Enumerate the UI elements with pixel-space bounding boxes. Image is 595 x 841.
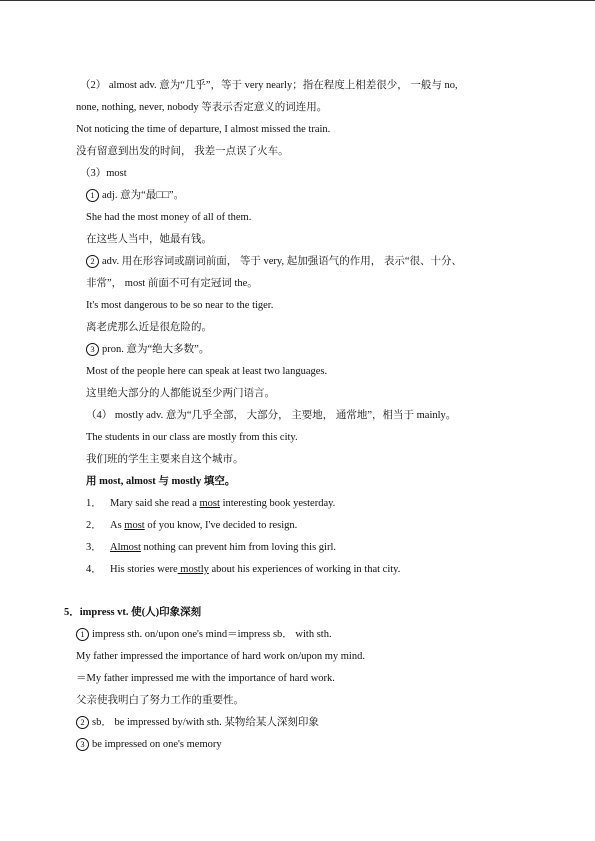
exercise-item <box>86 519 297 533</box>
almost-definition-line1: （2） almost adv. 意为“几乎”，等于 very nearly；指在程度上相差很少， 一般与 no, <box>80 80 458 91</box>
exercise-title: 用 most, almost 与 mostly 填空。 <box>86 476 236 487</box>
impress-example-en-1: My father impressed the importance of hard work on/upon my mind. <box>76 651 365 662</box>
impress-example-en-2: ＝My father impressed me with the importance of hard work. <box>76 673 335 684</box>
most-pron-example-en: Most of the people here can speak at least two languages. <box>86 366 328 377</box>
most-adv-example-en: It's most dangerous to be so near to the tiger. <box>86 300 274 311</box>
impress-item-2 <box>76 716 319 730</box>
exercise-text-before: As <box>110 520 125 531</box>
circled-number-1: 1 <box>86 189 99 202</box>
most-adv-example-zh: 离老虎那么近是很危险的。 <box>86 322 212 333</box>
exercise-answer: most <box>199 498 220 509</box>
circled-number-3: 3 <box>76 738 89 751</box>
mostly-example-en: The students in our class are mostly from this city. <box>86 432 298 443</box>
exercise-number: 1． <box>86 498 102 509</box>
circled-number-2: 2 <box>76 716 89 729</box>
most-item-adv <box>86 255 462 269</box>
circled-number-3: 3 <box>86 343 99 356</box>
exercise-number: 2． <box>86 520 102 531</box>
exercise-answer: Almost <box>110 542 141 553</box>
exercise-text-after: of you know, I've decided to resign. <box>144 520 298 531</box>
exercise-text-after: about his experiences of working in that city. <box>208 564 401 575</box>
exercise-text-before: Mary said she read a <box>110 498 200 509</box>
exercise-answer: most <box>124 520 145 531</box>
impress-item-1 <box>76 628 332 642</box>
almost-definition-line2: none, nothing, never, nobody 等表示否定意义的词连用。 <box>76 102 328 113</box>
exercise-item <box>86 563 400 577</box>
exercise-text-after: nothing can prevent him from loving this girl. <box>140 542 337 553</box>
almost-example-zh: 没有留意到出发的时间， 我差一点误了火车。 <box>76 146 289 157</box>
circled-number-2: 2 <box>86 255 99 268</box>
exercise-text-after: interesting book yesterday. <box>219 498 336 509</box>
exercise-item <box>86 541 336 555</box>
exercise-number: 4． <box>86 564 102 575</box>
mostly-example-zh: 我们班的学生主要来自这个城市。 <box>86 454 244 465</box>
most-adv-text-line1: adv. 用在形容词或副词前面， 等于 very, 起加强语气的作用， 表示“很、十分、 <box>102 256 462 267</box>
exercise-answer: mostly <box>177 564 209 575</box>
almost-example-en: Not noticing the time of departure, I almost missed the train. <box>76 124 331 135</box>
most-item-adj <box>86 189 184 203</box>
most-pron-example-zh: 这里绝大部分的人都能说至少两门语言。 <box>86 388 275 399</box>
most-pron-text: pron. 意为“绝大多数”。 <box>102 344 210 355</box>
impress-heading: 5．impress vt. 使(人)印象深刻 <box>64 607 202 618</box>
mostly-definition: （4） mostly adv. 意为“几乎全部， 大部分， 主要地， 通常地”，相当于 mainly。 <box>86 410 457 421</box>
most-adj-text: adj. 意为“最□□”。 <box>102 190 185 201</box>
impress-example-zh: 父亲使我明白了努力工作的重要性。 <box>76 695 244 706</box>
impress-item-1-text: impress sth. on/upon one's mind＝impress sb． with sth. <box>92 629 332 640</box>
circled-number-1: 1 <box>76 628 89 641</box>
most-heading: （3）most <box>80 168 127 179</box>
impress-item-2-text: sb． be impressed by/with sth. 某物给某人深刻印象 <box>92 717 319 728</box>
most-adv-text-line2: 非常”， most 前面不可有定冠词 the。 <box>86 278 258 289</box>
most-adj-example-en: She had the most money of all of them. <box>86 212 252 223</box>
most-adj-example-zh: 在这些人当中，她最有钱。 <box>86 234 212 245</box>
exercise-number: 3． <box>86 542 102 553</box>
top-rule <box>0 0 595 1</box>
impress-item-3 <box>76 738 222 752</box>
exercise-item <box>86 497 335 511</box>
most-item-pron <box>86 343 209 357</box>
impress-item-3-text: be impressed on one's memory <box>92 739 222 750</box>
exercise-text-before: His stories were <box>110 564 178 575</box>
